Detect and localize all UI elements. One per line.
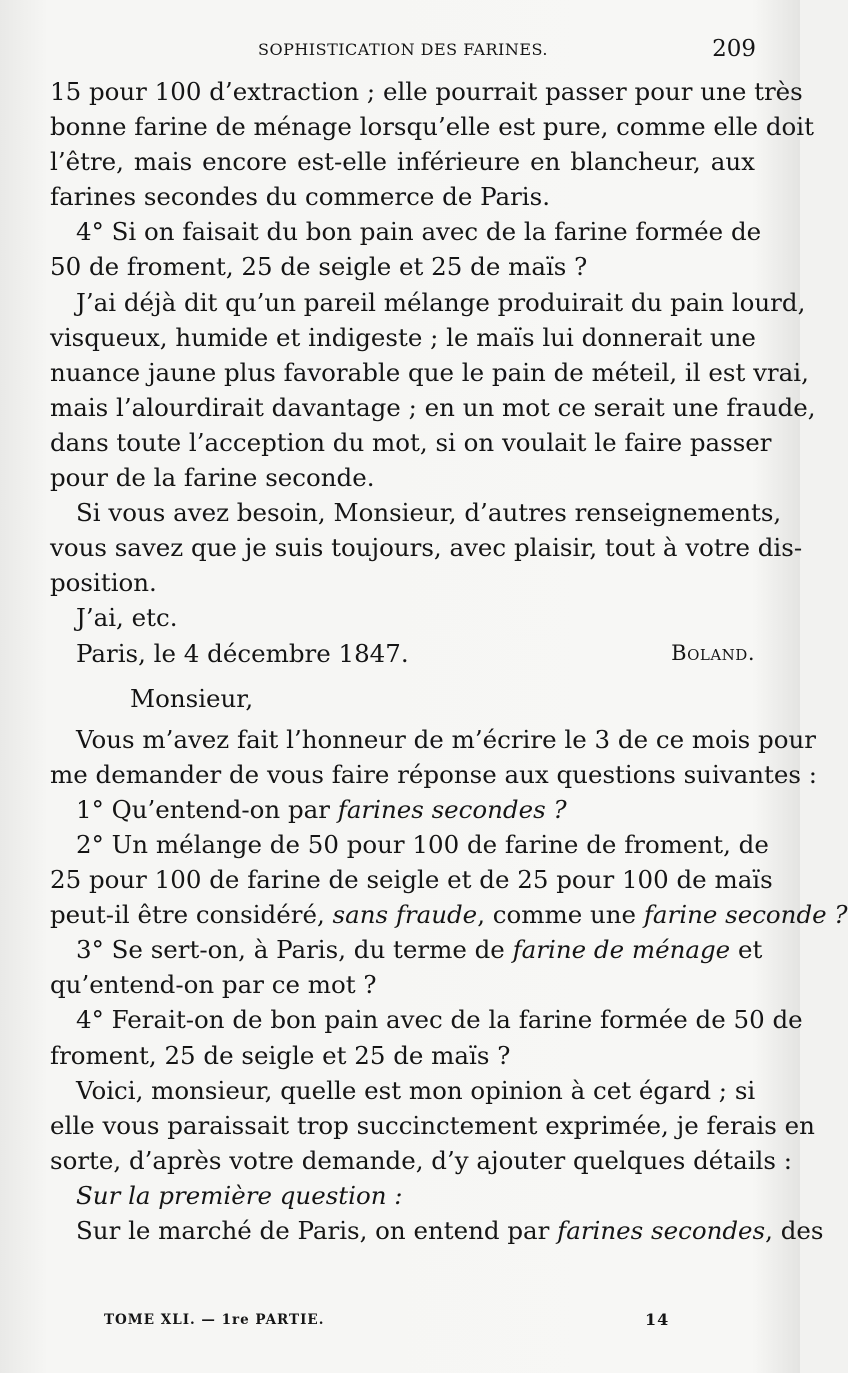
text-line: Si vous avez besoin, Monsieur, d’autres renseignements, — [76, 498, 782, 528]
final-line-term: farines secondes — [557, 1216, 766, 1245]
text-line: sorte, d’après votre demande, d’y ajouter quelques détails : — [50, 1145, 792, 1175]
question-2-last-line — [50, 897, 848, 932]
text-line: pour de la farine seconde. — [50, 463, 375, 493]
text-line: vous savez que je suis toujours, avec plaisir, tout à votre dis- — [50, 533, 803, 563]
text-line: elle vous paraissait trop succinctement exprimée, je ferais en — [50, 1110, 815, 1140]
text-line: mais l’alourdirait davantage ; en un mot ce serait une fraude, — [50, 392, 816, 422]
page-number: 209 — [712, 36, 756, 62]
question-2-term-1: sans fraude — [332, 900, 478, 930]
question-2-middle: , comme une — [477, 900, 644, 930]
question-1-term: farines secondes ? — [337, 794, 567, 824]
first-question-heading — [50, 1178, 755, 1213]
text-line: J’ai, etc. — [76, 603, 178, 633]
final-line-suffix: , des — [765, 1216, 824, 1245]
text-line: visqueux, humide et indigeste ; le maïs lui donnerait une — [50, 322, 756, 352]
question-1 — [50, 792, 755, 827]
page-footer — [104, 1312, 704, 1334]
text-line: J’ai déjà dit qu’un pareil mélange produirait du pain lourd, — [76, 287, 806, 317]
running-header — [50, 36, 756, 68]
text-line: 50 de froment, 25 de seigle et 25 de maïs ? — [50, 252, 588, 282]
first-question-heading-text: Sur la première question : — [76, 1180, 403, 1210]
volume-label: TOME XLI. — 1re PARTIE. — [104, 1312, 325, 1328]
text-line: dans toute l’acception du mot, si on voulait le faire passer — [50, 427, 772, 457]
final-line-text: Sur le marché de Paris, on entend par — [76, 1216, 558, 1245]
text-line: farines secondes du commerce de Paris. — [50, 182, 551, 212]
text-line: 2° Un mélange de 50 pour 100 de farine de froment, de — [76, 829, 769, 859]
text-line: 4° Ferait-on de bon pain avec de la farine formée de 50 de — [76, 1005, 803, 1035]
question-3-term: farine de ménage — [512, 935, 731, 965]
text-line: nuance jaune plus favorable que le pain de méteil, il est vrai, — [50, 357, 809, 387]
question-1-text: 1° Qu’entend-on par — [76, 794, 338, 824]
signature-line — [50, 636, 755, 671]
question-3 — [50, 932, 763, 967]
text-line: 15 pour 100 d’extraction ; elle pourrait passer pour une très — [50, 77, 803, 106]
page-body — [50, 74, 848, 1248]
answer-intro — [50, 1073, 815, 1178]
text-line: me demander de vous faire réponse aux questions suivantes : — [50, 759, 817, 789]
running-title: SOPHISTICATION DES FARINES. — [257, 40, 549, 59]
question-3-suffix: et — [730, 935, 763, 965]
text-line: 25 pour 100 de farine de seigle et de 25 pour 100 de maïs — [50, 865, 773, 895]
text-line: bonne farine de ménage lorsqu’elle est pure, comme elle doit — [50, 112, 814, 142]
text-line: 4° Si on faisait du bon pain avec de la farine formée de — [76, 217, 762, 247]
salutation: Monsieur, — [130, 683, 254, 713]
place-date: Paris, le 4 décembre 1847. — [76, 638, 409, 668]
letter-end-block — [50, 74, 816, 636]
question-2 — [50, 827, 773, 897]
question-2-term-2: farine seconde ? — [643, 900, 848, 930]
text-line: froment, 25 de seigle et 25 de maïs ? — [50, 1040, 511, 1070]
text-line: l’être, mais encore est-elle inférieure en blancheur, aux — [50, 147, 755, 177]
signatory-name: Boland. — [671, 640, 755, 665]
question-2-text: peut-il être considéré, — [50, 900, 333, 930]
question-4 — [50, 1002, 803, 1072]
question-3-text: 3° Se sert-on, à Paris, du terme de — [76, 935, 513, 965]
question-3-last-line: qu’entend-on par ce mot ? — [50, 970, 377, 1000]
text-line: position. — [50, 568, 157, 598]
final-line — [50, 1213, 824, 1248]
questions-intro — [50, 722, 817, 792]
text-line: Voici, monsieur, quelle est mon opinion à cet égard ; si — [76, 1075, 756, 1105]
signature-mark: 14 — [645, 1310, 670, 1329]
text-line: Vous m’avez fait l’honneur de m’écrire le 3 de ce mois pour — [76, 724, 816, 754]
